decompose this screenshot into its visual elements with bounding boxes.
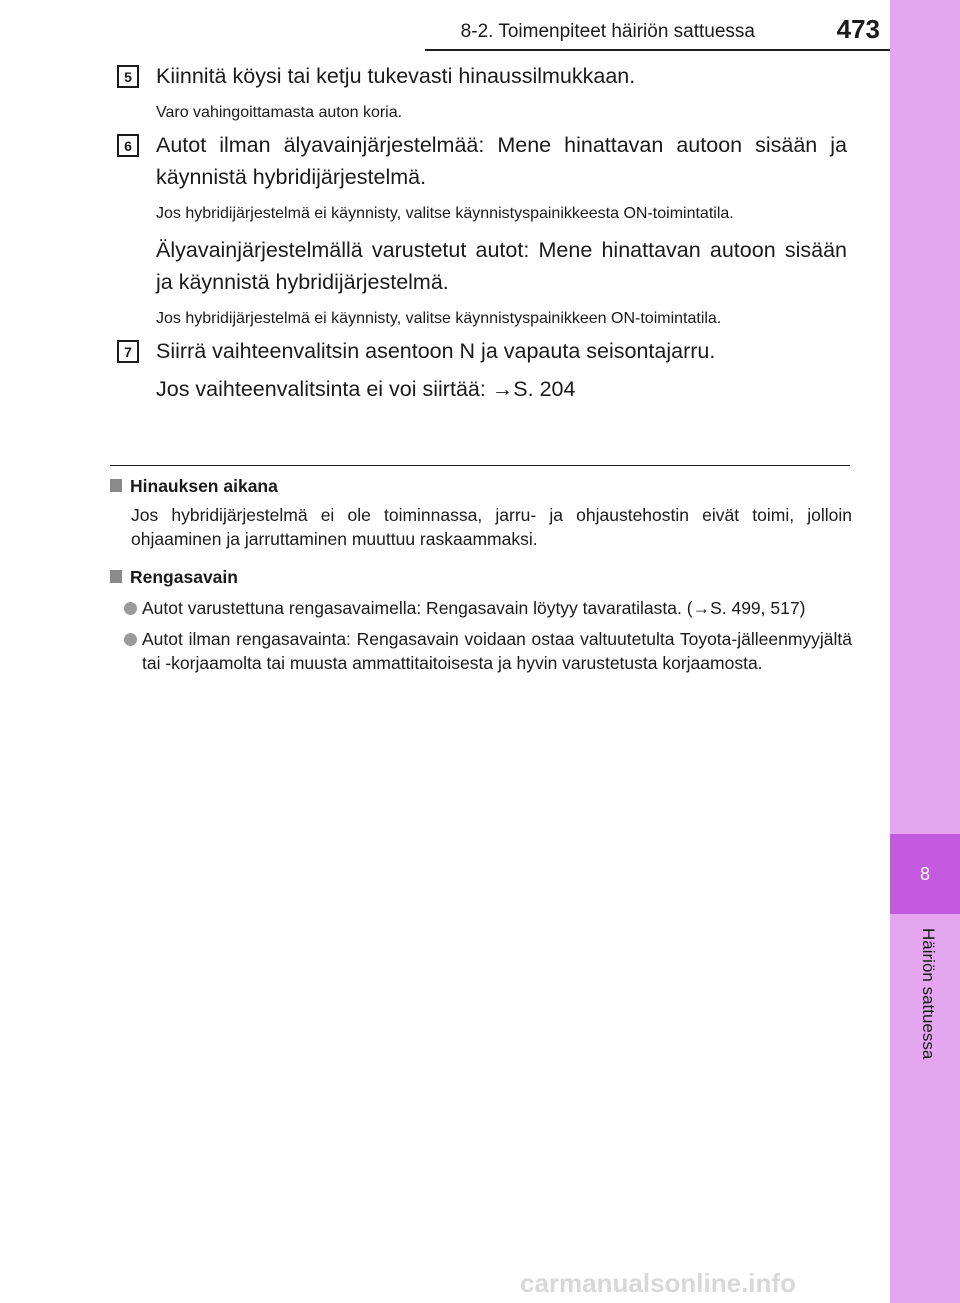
step-list (117, 60, 847, 405)
step-instruction: Autot ilman älyavainjärjestelmää: Mene hinattavan autoon sisään ja käynnistä hybridijärjestelmä. (156, 133, 847, 189)
step-6 (117, 129, 847, 329)
circle-bullet-icon (124, 602, 137, 615)
step-note-alt: Jos hybridijärjestelmä ei käynnisty, valitse käynnistyspainikkeen ON-toimintatila. (156, 310, 722, 327)
section-title: 8-2. Toimenpiteet häiriön sattuessa (460, 21, 755, 42)
square-bullet-icon (110, 479, 122, 492)
list-item-text: Autot ilman rengasavainta: Rengasavain voidaan ostaa valtuutetulta Toyota-jälleenmyyjältä tai -korjaamolta tai muusta ammattitaitoisesta ja hyvin varustetusta korjaamosta. (142, 629, 852, 673)
chapter-sidebar (890, 0, 960, 1303)
list-item (110, 596, 852, 620)
notes-section (110, 474, 852, 675)
list-item (110, 627, 852, 675)
step-instruction: Kiinnitä köysi tai ketju tukevasti hinaussilmukkaan. (156, 64, 636, 88)
circle-bullet-icon (124, 633, 137, 646)
chapter-title: Häiriön sattuessa (919, 928, 938, 1060)
step-instruction-alt: Älyavainjärjestelmällä varustetut autot: Mene hinattavan autoon sisään ja käynnistä hybridijärjestelmä. (156, 238, 847, 294)
step-5 (117, 60, 847, 123)
chapter-number-tab[interactable]: 8 (890, 834, 960, 914)
page-header (0, 0, 890, 52)
note-wheel-wrench (110, 565, 852, 675)
step-number-badge: 6 (117, 134, 139, 157)
notes-divider (110, 465, 850, 466)
square-bullet-icon (110, 570, 122, 583)
watermark: carmanualsonline.info (520, 1268, 796, 1298)
list-item-text: Autot varustettuna rengasavaimella: Rengasavain löytyy tavaratilasta. (→S. 499, 517) (142, 598, 806, 618)
page-number: 473 (836, 14, 880, 44)
step-number-badge: 5 (117, 65, 139, 88)
step-note: Varo vahingoittamasta auton koria. (156, 104, 403, 121)
note-heading-text: Hinauksen aikana (130, 476, 278, 496)
step-reference: Jos vaihteenvalitsinta ei voi siirtää: →S. 204 (156, 377, 576, 401)
note-heading-text: Rengasavain (130, 567, 238, 587)
note-heading (110, 565, 852, 589)
note-body: Jos hybridijärjestelmä ei ole toiminnassa, jarru- ja ohjaustehostin eivät toimi, jolloin ohjaaminen ja jarruttaminen muuttuu raskaammaksi. (131, 505, 852, 549)
step-instruction: Siirrä vaihteenvalitsin asentoon N ja vapauta seisontajarru. (156, 339, 716, 363)
header-rule (425, 49, 890, 51)
step-note: Jos hybridijärjestelmä ei käynnisty, valitse käynnistyspainikkeesta ON-toimintatila. (156, 205, 734, 222)
step-7 (117, 335, 847, 405)
note-towing (110, 474, 852, 551)
note-heading (110, 474, 852, 498)
step-number-badge: 7 (117, 340, 139, 363)
